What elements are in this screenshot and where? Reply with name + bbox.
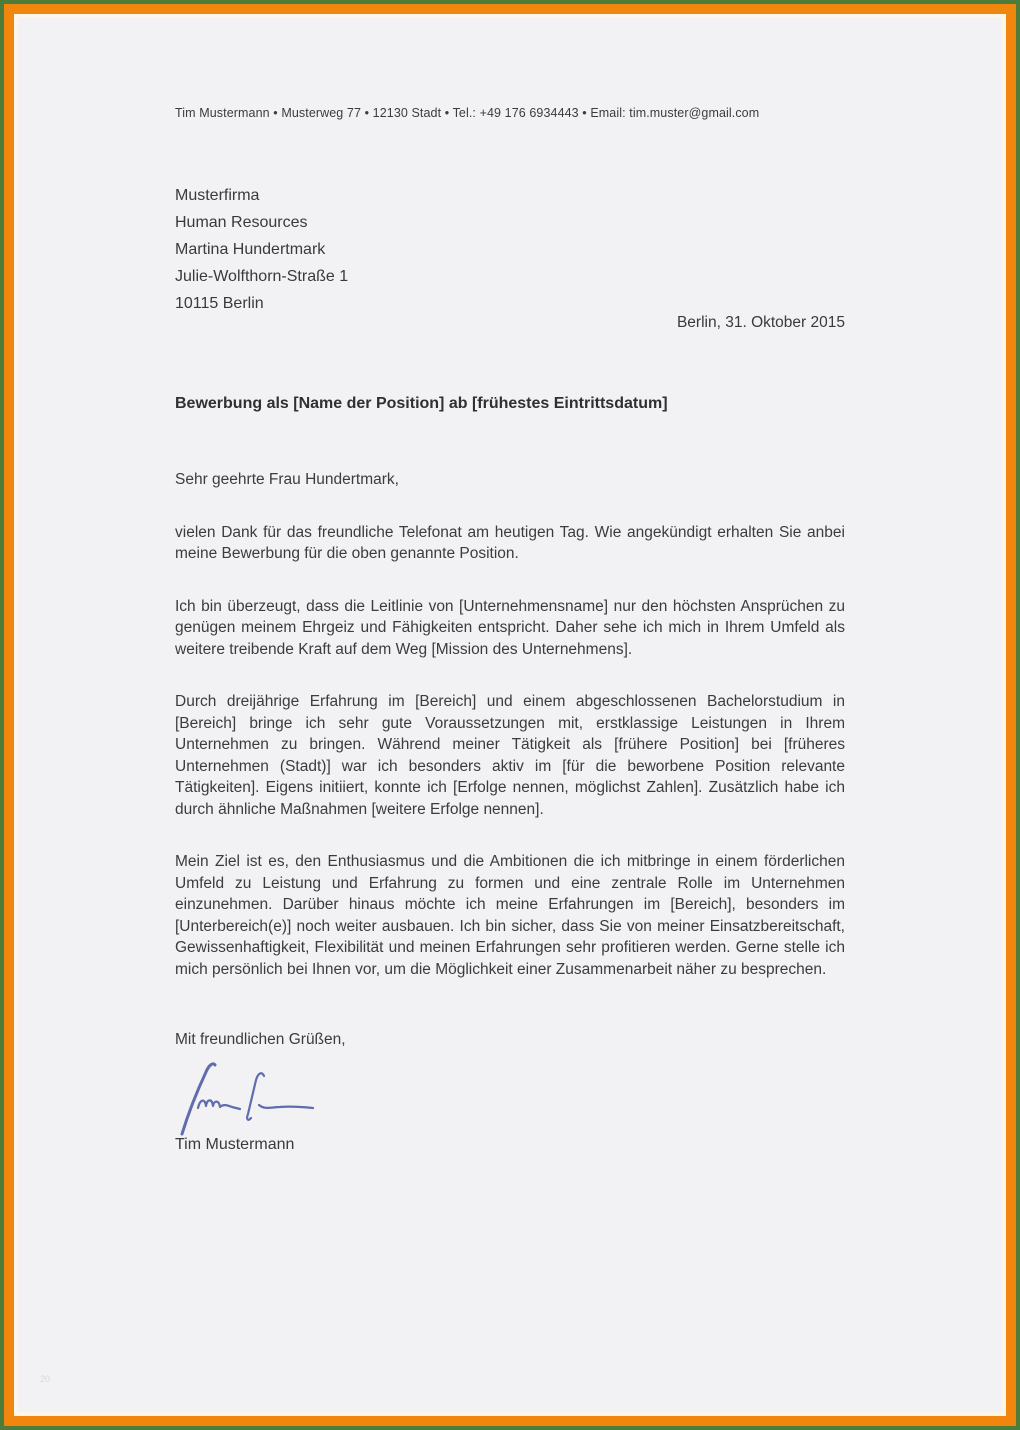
- subject-line: Bewerbung als [Name der Position] ab [frühestes Eintrittsdatum]: [175, 395, 668, 412]
- date-line: Berlin, 31. Oktober 2015: [676, 314, 845, 331]
- recipient-company: Musterfirma: [175, 187, 260, 204]
- recipient-address-block: [175, 182, 575, 317]
- sender-contact-line: Tim Mustermann • Musterweg 77 • 12130 Stadt • Tel.: +49 176 6934443 • Email: tim.muster@gmail.com: [175, 106, 760, 120]
- handwritten-signature-image: [166, 1054, 326, 1144]
- recipient-contact-person: Martina Hundertmark: [175, 241, 326, 258]
- recipient-street: Julie-Wolfthorn-Straße 1: [175, 268, 349, 285]
- paragraph-2: Ich bin überzeugt, dass die Leitlinie von [Unternehmensname] nur den höchsten Ansprüchen zu genügen meinem Ehrgeiz und Fähigkeiten entspricht. Daher sehe ich mich in Ihrem Umfeld als weitere treibende Kraft auf dem Weg [Mission des Unternehmens].: [175, 597, 845, 658]
- letter-body: [175, 469, 845, 980]
- paragraph-4: Mein Ziel ist es, den Enthusiasmus und die Ambitionen die ich mitbringe in einem förderlichen Umfeld zu Leistung und Erfahrung zu formen und eine zentrale Rolle im Unternehmen einzunehmen. Darüber hinaus möchte ich meine Erfahrungen im [Bereich], besonders im [Unterbereich(e)] noch weiter ausbauen. Ich bin sicher, dass Sie von meiner Einsatzbereitschaft, Gewissenhaftigkeit, Flexibilität und meinen Erfahrungen sehr profitieren werden. Gerne stelle ich mich persönlich bei Ihnen vor, um die Möglichkeit einer Zusammenarbeit näher zu besprechen.: [175, 853, 845, 978]
- paragraph-3: Durch dreijährige Erfahrung im [Bereich] und einem abgeschlossenen Bachelorstudium in [Bereich] bringe ich sehr gute Voraussetzungen mit, erstklassige Leistungen in Ihrem Unternehmen zu bringen. Während meiner Tätigkeit als [frühere Position] bei [früheres Unternehmen (Stadt)] war ich besonders aktiv im [für die beworbene Position relevante Tätigkeiten]. Eigens initiiert, konnte ich [Erfolge nennen, möglichst Zahlen]. Zusätzlich habe ich durch ähnliche Maßnahmen [weitere Erfolge nennen].: [175, 693, 845, 818]
- recipient-city: 10115 Berlin: [175, 295, 264, 312]
- salutation: Sehr geehrte Frau Hundertmark,: [175, 471, 399, 488]
- paragraph-1: vielen Dank für das freundliche Telefonat am heutigen Tag. Wie angekündigt erhalten Sie anbei meine Bewerbung für die oben genannte Position.: [175, 523, 845, 562]
- signature-name: Tim Mustermann: [175, 1136, 295, 1153]
- recipient-department: Human Resources: [175, 214, 308, 231]
- page-number: 20: [40, 1374, 51, 1384]
- closing-formula: Mit freundlichen Grüßen,: [175, 1031, 346, 1048]
